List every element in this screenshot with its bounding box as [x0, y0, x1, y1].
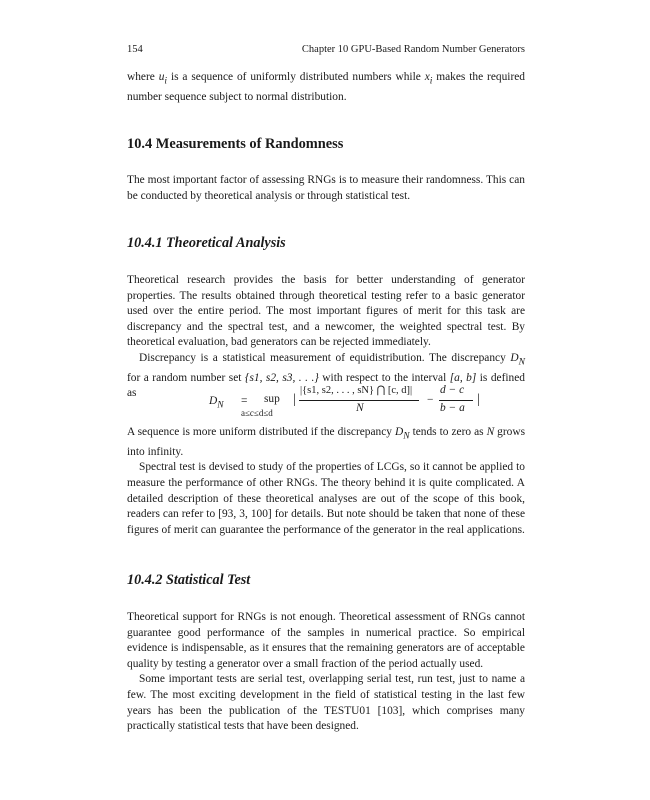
section-heading-10-4-1: 10.4.1 Theoretical Analysis [127, 235, 286, 251]
paragraph-discrepancy: Discrepancy is a statistical measurement of equidistribution. The discrepancy $D_N$ for a random number set {s1, s2, s3, . . .} with respect to the interval [a, b] is defined as [127, 351, 525, 400]
section-10-4-paragraph: The most important factor of assessing RNGs is to measure their randomness. This can be conducted by theoretical analysis or through statistical test. [127, 174, 525, 202]
page-header [127, 44, 525, 58]
paragraph-uniformity: A sequence is more uniform distributed if the discrepancy $D_N$ tends to zero as N grows into infinity. [127, 426, 526, 458]
section-heading-10-4-2: 10.4.2 Statistical Test [127, 572, 251, 588]
paragraph-important-tests: Some important tests are serial test, overlapping serial test, run test, just to name a few. The most exciting development in the field of statistical testing in the last few years has been the publication of the TESTU01 [103], which comprises many practically statistical tests that have been designed. [127, 673, 525, 733]
page-number: 154 [127, 44, 143, 55]
theoretical-analysis-text-bottom [127, 425, 525, 538]
section-heading-10-4: 10.4 Measurements of Randomness [127, 136, 344, 152]
intro-paragraph: where $u_i$ is a sequence of uniformly distributed numbers while $x_i$ makes the required number sequence subject to normal distribution. [127, 71, 525, 103]
discrepancy-equation: $D_N$ = sup a≤c≤d≤d | |{s1, s2, . . . , sN} ⋂ [c, d]| N − d − c b − a | [209, 384, 480, 418]
statistical-test-text [127, 610, 525, 735]
theoretical-analysis-text-top [127, 273, 525, 402]
paragraph-theoretical-research: Theoretical research provides the basis for better understanding of generator properties. The results obtained through theoretical testing refer to a basic generator used over the entire period. The most important figures of merit for this task are discrepancy and the spectral test, and a newcomer, the weighted spectral test. By theoretical evaluation, bad generators can be rejected immediately. [127, 274, 525, 349]
paragraph-theoretical-support: Theoretical support for RNGs is not enough. Theoretical assessment of RNGs cannot guarantee good performance of the samples in numerical practice. So empirical evidence is indispensable, as it ensures that the remaining generators are of acceptable quality by testing a generator over a small fraction of the period actually used. [127, 611, 525, 670]
paragraph-spectral-test: Spectral test is devised to study of the properties of LCGs, so it cannot be applied to measure the performance of other RNGs. The theory behind it is quite complicated. A detailed description of these theoretical analyses are out of the scope of this book, readers can refer to [93, 3, 100] for details. But note should be taken that none of these figures of merit can guarantee the performance of the generator in the real applications. [127, 461, 525, 536]
running-title: Chapter 10 GPU-Based Random Number Generators [301, 44, 525, 55]
